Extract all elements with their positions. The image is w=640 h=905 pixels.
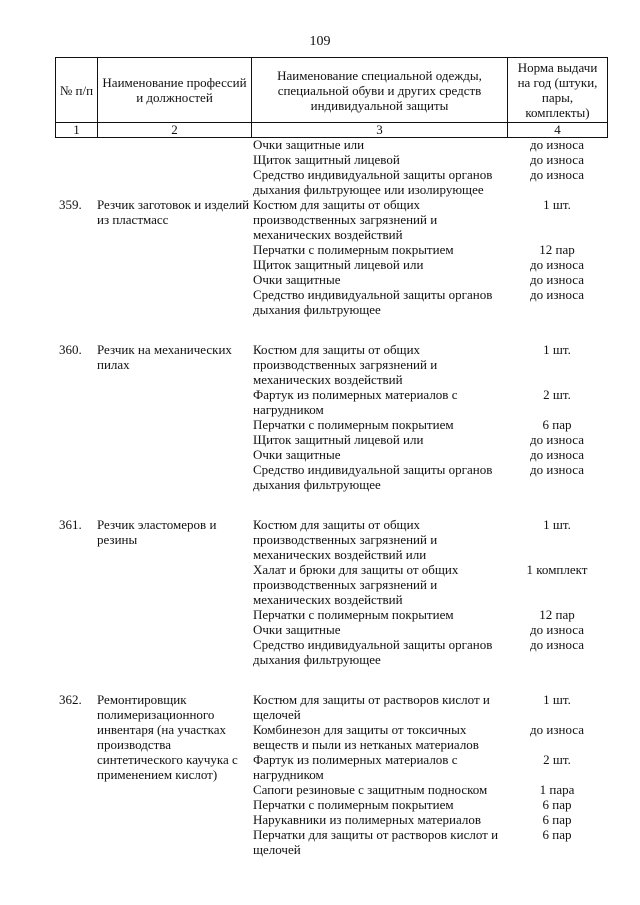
issue-norm: 6 пар bbox=[542, 827, 572, 842]
equipment-name: Средство индивидуальной защиты органов дыхания фильтрующее или изолирующее bbox=[253, 167, 493, 197]
header-num-1: 1 bbox=[56, 123, 98, 138]
issue-norm: до износа bbox=[530, 257, 584, 272]
issue-norm: 6 пар bbox=[542, 797, 572, 812]
table-row bbox=[55, 197, 607, 317]
row-number: 361. bbox=[59, 517, 82, 532]
issue-norm: 1 пара bbox=[539, 782, 575, 797]
equipment-item bbox=[251, 752, 607, 782]
equipment-item bbox=[251, 462, 607, 492]
issue-norm: 1 шт. bbox=[543, 197, 571, 212]
equipment-name: Сапоги резиновые с защитным подноском bbox=[253, 782, 488, 797]
issue-norm: 2 шт. bbox=[543, 752, 571, 767]
issue-norm: до износа bbox=[530, 432, 584, 447]
issue-norm: до износа bbox=[530, 272, 584, 287]
equipment-name: Средство индивидуальной защиты органов дыхания фильтрующее bbox=[253, 462, 493, 492]
equipment-name: Костюм для защиты от растворов кислот и щелочей bbox=[253, 692, 490, 722]
equipment-item bbox=[251, 782, 607, 797]
page-number: 109 bbox=[309, 34, 331, 49]
equipment-name: Перчатки для защиты от растворов кислот и щелочей bbox=[253, 827, 499, 857]
equipment-item bbox=[251, 417, 607, 432]
equipment-name: Щиток защитный лицевой bbox=[253, 152, 400, 167]
equipment-item bbox=[251, 692, 607, 722]
equipment-name: Фартук из полимерных материалов с нагрудником bbox=[253, 387, 458, 417]
header-col-number: № п/п bbox=[56, 58, 98, 123]
issue-norm: 12 пар bbox=[539, 242, 575, 257]
equipment-item bbox=[251, 622, 607, 637]
profession-name: Резчик на механических пилах bbox=[97, 342, 232, 372]
table-row bbox=[55, 137, 607, 197]
profession-name: Ремонтировщик полимеризационного инвентаря (на участках производства синтетического каучука с применением кислот) bbox=[97, 692, 238, 782]
equipment-item bbox=[251, 342, 607, 387]
header-col-norm: Норма выдачи на год (штуки, пары, комплекты) bbox=[508, 58, 608, 123]
issue-norm: 1 шт. bbox=[543, 692, 571, 707]
equipment-name: Комбинезон для защиты от токсичных веществ и пыли из нетканых материалов bbox=[253, 722, 479, 752]
table-body bbox=[55, 137, 607, 857]
equipment-name: Костюм для защиты от общих производственных загрязнений и механических воздействий bbox=[253, 342, 438, 387]
equipment-item bbox=[251, 287, 607, 317]
equipment-item bbox=[251, 812, 607, 827]
equipment-name: Щиток защитный лицевой или bbox=[253, 432, 424, 447]
header-col-profession: Наименование профессий и должностей bbox=[98, 58, 252, 123]
issue-norm: 6 пар bbox=[542, 417, 572, 432]
issue-norm: 1 шт. bbox=[543, 517, 571, 532]
issue-norm: 12 пар bbox=[539, 607, 575, 622]
profession-name bbox=[97, 137, 251, 197]
issue-norm: до износа bbox=[530, 152, 584, 167]
table-header bbox=[55, 57, 608, 138]
row-number: 360. bbox=[59, 342, 82, 357]
equipment-name: Костюм для защиты от общих производственных загрязнений и механических воздействий или bbox=[253, 517, 438, 562]
equipment-item bbox=[251, 432, 607, 447]
issue-norm: до износа bbox=[530, 462, 584, 477]
header-col-equipment: Наименование специальной одежды, специальной обуви и других средств индивидуальной защиты bbox=[252, 58, 508, 123]
row-number bbox=[55, 137, 97, 197]
equipment-name: Очки защитные или bbox=[253, 137, 365, 152]
equipment-item bbox=[251, 167, 607, 197]
profession-name: Резчик заготовок и изделий из пластмасс bbox=[97, 197, 250, 227]
equipment-item bbox=[251, 562, 607, 607]
equipment-item bbox=[251, 137, 607, 152]
equipment-item bbox=[251, 257, 607, 272]
issue-norm: 6 пар bbox=[542, 812, 572, 827]
equipment-item bbox=[251, 607, 607, 622]
table-row bbox=[55, 517, 607, 667]
equipment-name: Халат и брюки для защиты от общих производственных загрязнений и механических воздействий bbox=[253, 562, 459, 607]
equipment-item bbox=[251, 797, 607, 812]
equipment-name: Нарукавники из полимерных материалов bbox=[253, 812, 481, 827]
equipment-name: Перчатки с полимерным покрытием bbox=[253, 607, 454, 622]
equipment-item bbox=[251, 152, 607, 167]
row-number: 362. bbox=[59, 692, 82, 707]
equipment-item bbox=[251, 517, 607, 562]
equipment-item bbox=[251, 387, 607, 417]
issue-norm: до износа bbox=[530, 447, 584, 462]
equipment-name: Перчатки с полимерным покрытием bbox=[253, 417, 454, 432]
issue-norm: до износа bbox=[530, 167, 584, 182]
equipment-name: Щиток защитный лицевой или bbox=[253, 257, 424, 272]
equipment-item bbox=[251, 242, 607, 257]
equipment-item bbox=[251, 197, 607, 242]
header-num-3: 3 bbox=[252, 123, 508, 138]
issue-norm: до износа bbox=[530, 287, 584, 302]
table-row bbox=[55, 342, 607, 492]
issue-norm: до износа bbox=[530, 722, 584, 737]
equipment-item bbox=[251, 827, 607, 857]
header-num-2: 2 bbox=[98, 123, 252, 138]
profession-name: Резчик эластомеров и резины bbox=[97, 517, 217, 547]
issue-norm: до износа bbox=[530, 622, 584, 637]
row-number: 359. bbox=[59, 197, 82, 212]
issue-norm: 2 шт. bbox=[543, 387, 571, 402]
equipment-name: Очки защитные bbox=[253, 447, 341, 462]
equipment-name: Средство индивидуальной защиты органов дыхания фильтрующее bbox=[253, 637, 493, 667]
equipment-name: Перчатки с полимерным покрытием bbox=[253, 242, 454, 257]
equipment-name: Средство индивидуальной защиты органов дыхания фильтрующее bbox=[253, 287, 493, 317]
table-row bbox=[55, 692, 607, 857]
equipment-name: Фартук из полимерных материалов с нагрудником bbox=[253, 752, 458, 782]
equipment-name: Перчатки с полимерным покрытием bbox=[253, 797, 454, 812]
issue-norm: до износа bbox=[530, 637, 584, 652]
issue-norm: до износа bbox=[530, 137, 584, 152]
issue-norm: 1 комплект bbox=[526, 562, 588, 577]
header-num-4: 4 bbox=[508, 123, 608, 138]
equipment-name: Очки защитные bbox=[253, 272, 341, 287]
equipment-name: Очки защитные bbox=[253, 622, 341, 637]
issue-norm: 1 шт. bbox=[543, 342, 571, 357]
equipment-item bbox=[251, 447, 607, 462]
equipment-item bbox=[251, 722, 607, 752]
equipment-name: Костюм для защиты от общих производственных загрязнений и механических воздействий bbox=[253, 197, 438, 242]
equipment-item bbox=[251, 637, 607, 667]
equipment-item bbox=[251, 272, 607, 287]
